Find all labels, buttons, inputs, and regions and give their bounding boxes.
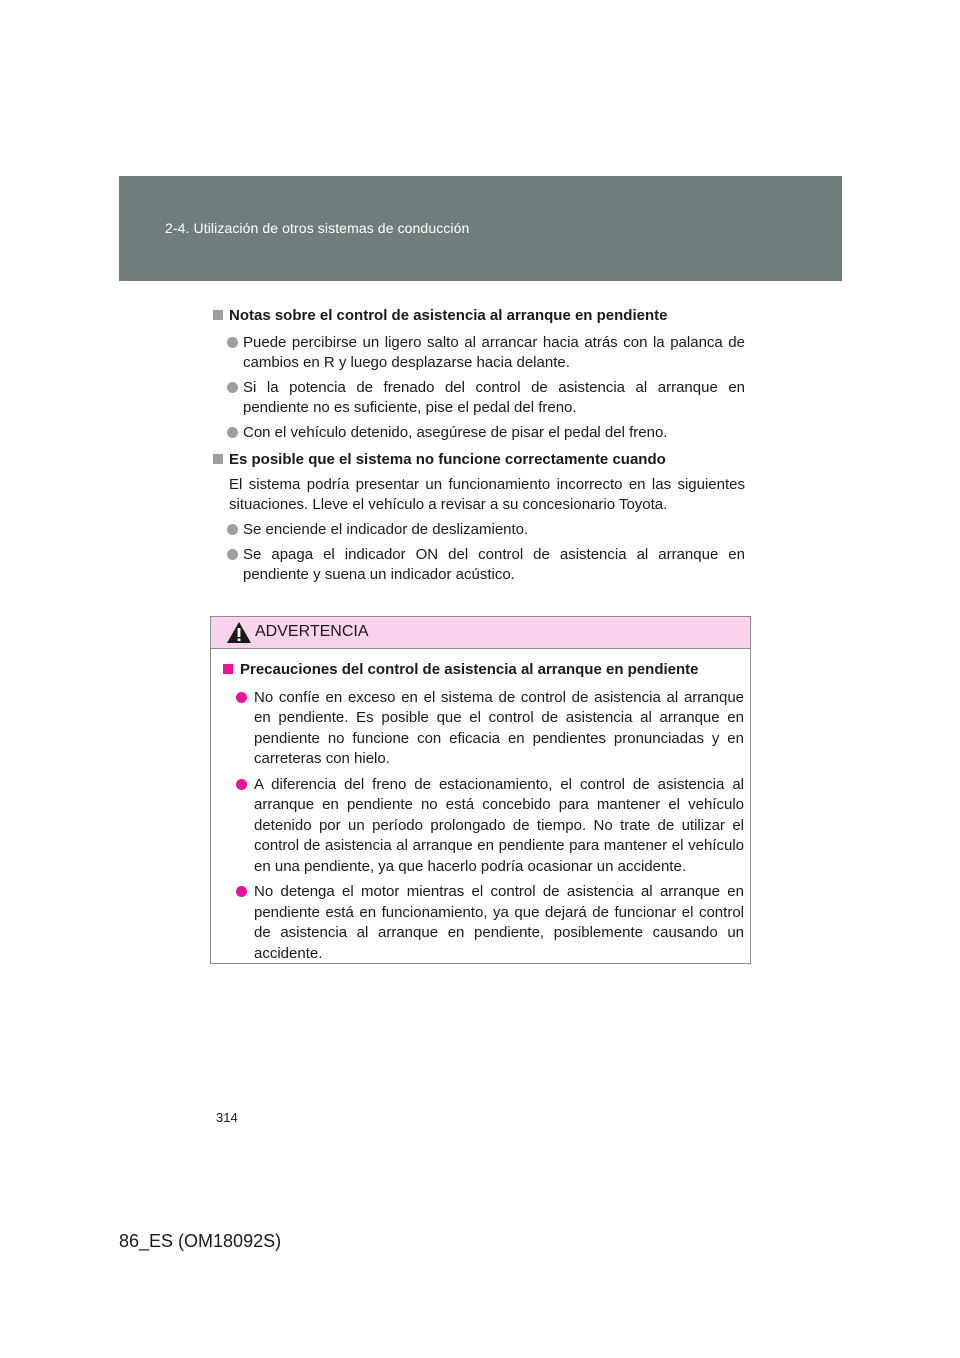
warning-body <box>211 649 750 964</box>
list-item: No detenga el motor mientras el control de asistencia al arranque en pendiente está en funcionamiento, ya que dejará de funcionar el control de asistencia al arranque en pendiente, posiblemente causando un accidente. <box>223 882 744 964</box>
round-bullet-icon <box>236 779 247 790</box>
main-content <box>211 306 745 590</box>
square-bullet-icon <box>223 664 233 674</box>
warning-triangle-icon <box>226 621 252 644</box>
round-bullet-icon <box>236 692 247 703</box>
warning-header <box>211 617 750 649</box>
list-item: A diferencia del freno de estacionamiento, el control de asistencia al arranque en pendiente no está concebido para mantener el vehículo detenido por un período prolongado de tiempo. No trate de utilizar el control de asistencia al arranque en pendiente para mantener el vehículo en una pendiente, ya que hacerlo podría ocasionar un accidente. <box>223 775 744 878</box>
square-bullet-icon <box>213 454 223 464</box>
list-item: Puede percibirse un ligero salto al arrancar hacia atrás con la palanca de cambios en R y luego desplazarse hacia delante. <box>211 333 745 373</box>
malfunction-intro: El sistema podría presentar un funcionamiento incorrecto en las siguientes situaciones. Lleve el vehículo a revisar a su concesionario Toyota. <box>229 476 745 513</box>
round-bullet-icon <box>227 337 238 348</box>
warning-title: ADVERTENCIA <box>255 623 369 640</box>
round-bullet-icon <box>227 549 238 560</box>
list-item: No confíe en exceso en el sistema de control de asistencia al arranque en pendiente. Es posible que el control de asistencia al arranque en pendiente no funcione con eficacia en pendientes pronunciadas y en carreteras con hielo. <box>223 688 744 770</box>
list-item: Con el vehículo detenido, asegúrese de pisar el pedal del freno. <box>211 423 745 443</box>
round-bullet-icon <box>227 382 238 393</box>
page-number: 314 <box>216 1110 238 1125</box>
round-bullet-icon <box>227 427 238 438</box>
list-item: Si la potencia de frenado del control de asistencia al arranque en pendiente no es suficiente, pise el pedal del freno. <box>211 378 745 418</box>
section-title: 2-4. Utilización de otros sistemas de conducción <box>165 220 470 236</box>
notes-heading: Notas sobre el control de asistencia al arranque en pendiente <box>211 306 745 326</box>
header-band <box>119 176 842 281</box>
round-bullet-icon <box>227 524 238 535</box>
square-bullet-icon <box>213 310 223 320</box>
round-bullet-icon <box>236 886 247 897</box>
warning-box <box>210 616 751 964</box>
list-item: Se apaga el indicador ON del control de asistencia al arranque en pendiente y suena un indicador acústico. <box>211 545 745 585</box>
list-item: Se enciende el indicador de deslizamiento. <box>211 520 745 540</box>
doc-code: 86_ES (OM18092S) <box>119 1231 282 1251</box>
warning-heading: Precauciones del control de asistencia al arranque en pendiente <box>223 660 744 681</box>
malfunction-heading: Es posible que el sistema no funcione correctamente cuando <box>211 450 745 470</box>
